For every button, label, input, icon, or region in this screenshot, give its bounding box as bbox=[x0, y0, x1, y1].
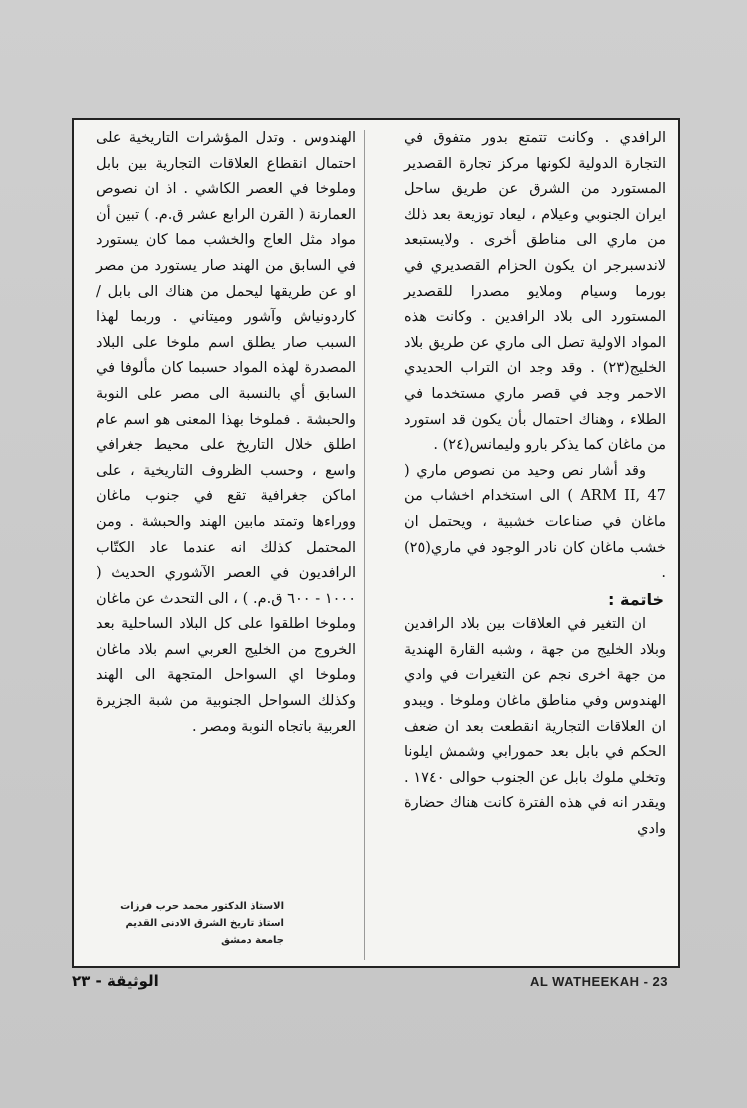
page-footer bbox=[72, 972, 680, 1000]
author-name: الاستاذ الدكتور محمد حرب فرزات bbox=[120, 901, 284, 912]
author-university: جامعة دمشق bbox=[221, 935, 284, 946]
right-column bbox=[404, 126, 666, 843]
article-frame bbox=[72, 118, 680, 968]
footer-arabic-page-number: الوثيقة - ٢٣ bbox=[72, 972, 159, 990]
author-signature bbox=[94, 898, 284, 949]
left-column bbox=[96, 126, 356, 740]
paragraph-meluhha: الهندوس . وتدل المؤشرات التاريخية على احتمال انقطاع العلاقات التجارية بين بابل وملوخا في العصر الكاشي . اذ ان نصوص العمارنة ( القرن الرابع عشر ق.م. ) تبين أن مواد مثل العاج والخشب مما كان يستورد في السابق من الهند صار يستورد من مصر او عن طريقها ليحمل من هناك الى بابل / كاردونياش وآشور وميتاني . وربما لهذا السبب صار يطلق اسم ملوخا على البلاد المصدرة لهذه المواد حسبما كان مألوفا في السابق أي بالنسبة الى مصر على النوبة والحبشة . فملوخا بهذا المعنى هو اسم عام اطلق خلال التاريخ على محيط جغرافي واسع ، وحسب الظروف التاريخية ، على اماكن جغرافية تقع في جنوب ماغان ووراءها وتمتد مابين الهند والحبشة . ومن المحتمل كذلك انه عندما عاد الكتّاب الرافديون في العصر الآشوري الحديث ( ١٠٠٠ - ٦٠٠ ق.م. ) ، الى التحدث عن ماغان وملوخا اطلقوا على كل البلاد الساحلية بعد الخروج من الخليج العربي اسم بلاد ماغان وملوخا اي السواحل المتجهة الى الهند وكذلك السواحل الجنوبية من شبة الجزيرة العربية باتجاه النوبة ومصر . bbox=[96, 130, 356, 735]
author-title: استاذ تاريخ الشرق الادنى القديم bbox=[125, 918, 284, 929]
section-heading-conclusion: خاتمة : bbox=[608, 589, 664, 609]
paragraph-trade-mari: الرافدي . وكانت تتمتع بدور متفوق في التجارة الدولية لكونها مركز تجارة القصدير المستورد من الشرق عن طريق ساحل ايران الجنوبي وعيلام ، ليعاد توزيعة بعد ذلك من ماري الى مناطق أخرى . ولايستبعد لاندسبرجر ان يكون الحزام القصديري في بورما وسيام وملايو مصدرا للقصدير المستورد الى بلاد الرافدين . وكانت هذه المواد الاولية تصل الى ماري عن طريق بلاد الخليج(٢٣) . وقد وجد ان التراب الحديدي الاحمر وجد في قصر ماري مستخدما في الطلاء ، وهناك احتمال بأن يكون قد استورد من ماغان كما يذكر بارو وليمانس(٢٤) . bbox=[404, 130, 666, 454]
paragraph-magan-wood: وقد أشار نص وحيد من نصوص ماري ( ARM II, 47 ) الى استخدام اخشاب من ماغان في صناعات خشبية ، ويحتمل ان خشب ماغان كان نادر الوجود في ماري(٢٥) . bbox=[404, 462, 666, 582]
column-divider bbox=[364, 130, 365, 960]
footer-english-page-number: AL WATHEEKAH - 23 bbox=[529, 974, 668, 989]
paragraph-conclusion: ان التغير في العلاقات بين بلاد الرافدين وبلاد الخليج من جهة ، وشبه القارة الهندية من جهة اخرى نجم عن التغيرات في وادي الهندوس وفي مناطق ماغان وملوخا . ويبدو ان العلاقات التجارية انقطعت بعد ان ضعف الحكم في بابل بعد حمورابي وشمش ايلونا وتخلي ملوك بابل عن الجنوب حوالى ١٧٤٠ . ويقدر انه في هذه الفترة كانت هناك حضارة وادي bbox=[404, 616, 666, 838]
